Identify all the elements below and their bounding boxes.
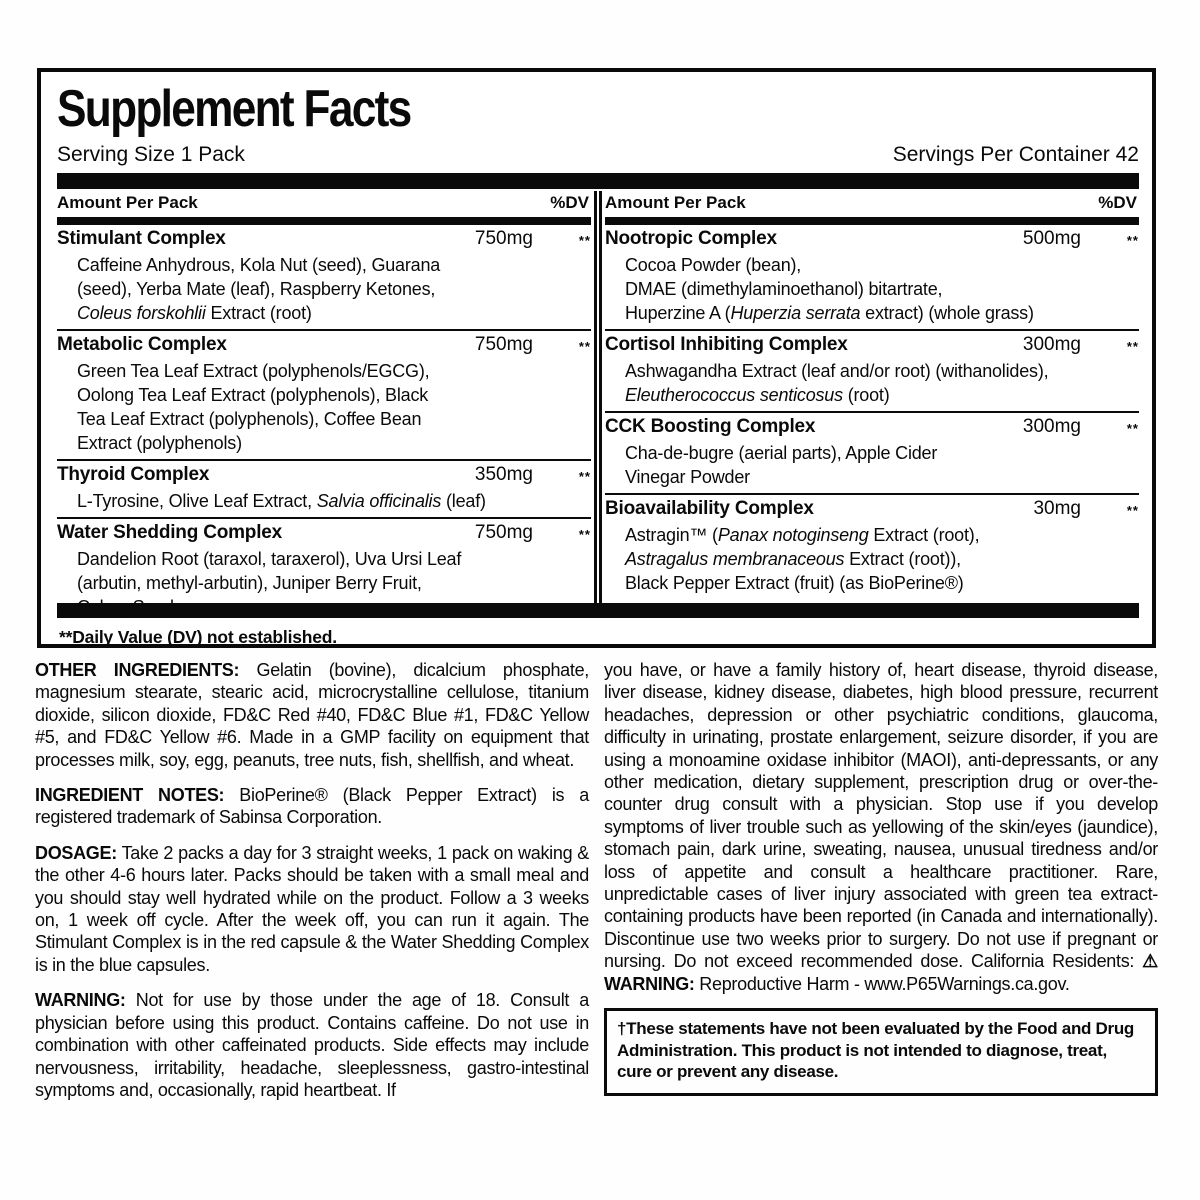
text-segment: Extract (polyphenols) [77, 433, 242, 453]
dv-header: %DV [550, 193, 589, 212]
ingredient-line [57, 571, 591, 595]
header-bar [605, 217, 1139, 225]
bold-text-segment: OTHER INGREDIENTS: [35, 660, 240, 680]
other-ingredients-paragraph [35, 659, 589, 771]
text-segment: Green Tea Leaf Extract (polyphenols/EGCG), [77, 361, 430, 381]
complex-name: Water Shedding Complex [57, 522, 283, 543]
warning-continued-wrap [604, 659, 1158, 995]
supplement-rows-left [57, 225, 591, 623]
column-divider [594, 191, 602, 603]
ingredient-line [605, 301, 1139, 325]
amount-value: 500mg [1022, 228, 1081, 249]
supplement-row [605, 493, 1139, 599]
text-segment: Cha-de-bugre (aerial parts), Apple Cider [625, 443, 938, 463]
serving-info-row [57, 143, 1139, 166]
ingredient-line [57, 253, 591, 277]
bold-text-segment: WARNING: [35, 990, 126, 1011]
ingredient-notes-paragraph [35, 784, 589, 829]
italic-text-segment: Eleutherococcus senticosus [625, 385, 843, 405]
info-section [35, 659, 1158, 1114]
column-header-right [605, 191, 1139, 217]
amount-value: 300mg [1022, 334, 1081, 355]
daily-value-footnote: **Daily Value (DV) not established. [59, 627, 337, 647]
supplement-row-header [605, 497, 1139, 523]
bold-text-segment: DOSAGE: [35, 842, 117, 863]
ingredient-line [57, 547, 591, 571]
ingredient-line [57, 595, 591, 619]
supplement-row-header [605, 227, 1139, 253]
text-segment: Cocoa Powder (bean), [625, 255, 802, 275]
dv-value: ** [578, 527, 591, 542]
facts-columns [57, 191, 1139, 617]
complex-name: Bioavailability Complex [605, 498, 814, 519]
supplement-row-header [605, 415, 1139, 441]
supplement-row-header [57, 463, 591, 489]
supplement-row [57, 459, 591, 517]
text-segment: extract) (whole grass) [860, 303, 1034, 323]
text-segment: Astragin™ ( [625, 525, 718, 545]
dv-value: ** [1126, 339, 1139, 354]
text-segment: (leaf) [441, 491, 486, 511]
supplement-row [605, 329, 1139, 411]
amount-per-pack-header: Amount Per Pack [57, 193, 198, 212]
supplement-rows-right [605, 225, 1139, 599]
text-segment: (arbutin, methyl-arbutin), Juniper Berry Fruit, [77, 573, 422, 593]
dv-value: ** [1126, 233, 1139, 248]
supplement-row-header [605, 333, 1139, 359]
complex-name: Cortisol Inhibiting Complex [605, 334, 848, 355]
supplement-facts-title-text: Supplement Facts [57, 80, 411, 138]
text-segment: Dandelion Root (taraxol, taraxerol), Uva Ursi Leaf [77, 549, 462, 569]
text-segment: (root) [842, 385, 890, 405]
column-header-left [57, 191, 591, 217]
fda-disclaimer-text: †These statements have not been evaluated by the Food and Drug Administration. This product is not intended to diagnose, treat, cure or prevent any disease. [617, 1019, 1135, 1082]
supplement-row-header [57, 521, 591, 547]
text-segment: Take 2 packs a day for 3 straight weeks, 1 pack on waking & the other 4-6 hours later. Packs should be taken with a small meal and you should stay well hydrated while on the product. Follow a 3 weeks on, 1 week off cycle. After the week off, you can run it again. The Stimulant Complex is in the red capsule & the Water Shedding Complex is in the blue capsules. [35, 842, 589, 975]
text-segment: Huperzine A ( [625, 303, 731, 323]
ingredient-line [605, 359, 1139, 383]
supplement-facts-title [57, 82, 1139, 136]
text-segment: Oolong Tea Leaf Extract (polyphenols), Black [77, 385, 429, 405]
text-segment: L-Tyrosine, Olive Leaf Extract, [77, 491, 317, 511]
ingredient-line [57, 489, 591, 513]
italic-text-segment: Salvia officinalis [316, 491, 442, 511]
fda-disclaimer-box [604, 1008, 1158, 1096]
supplement-row [57, 225, 591, 329]
complex-name: Thyroid Complex [57, 464, 210, 485]
ingredient-line [57, 383, 591, 407]
warning-continued-paragraph [604, 659, 1158, 995]
header-bar [57, 217, 591, 225]
ingredient-line [605, 441, 1139, 465]
text-segment: Celery Seed [77, 597, 174, 617]
supplement-row-header [57, 333, 591, 359]
info-column-left [35, 659, 589, 1114]
ingredient-line [57, 431, 591, 455]
text-segment: Extract (root)), [844, 549, 961, 569]
text-segment: Ashwagandha Extract (leaf and/or root) (withanolides), [625, 361, 1049, 381]
ingredient-line [605, 465, 1139, 489]
info-column-right [604, 659, 1158, 1114]
warning-paragraph [35, 989, 589, 1101]
text-segment: Tea Leaf Extract (polyphenols), Coffee Bean [77, 409, 422, 429]
complex-name: CCK Boosting Complex [605, 416, 816, 437]
ingredient-line [57, 407, 591, 431]
ingredient-line [605, 383, 1139, 407]
facts-column-right [605, 191, 1139, 603]
dosage-paragraph [35, 842, 589, 976]
italic-text-segment: Coleus forskohlii [77, 303, 206, 323]
ingredient-line [605, 277, 1139, 301]
text-segment: Caffeine Anhydrous, Kola Nut (seed), Guarana [77, 255, 441, 275]
italic-text-segment: Astragalus membranaceous [625, 549, 845, 569]
text-segment: Black Pepper Extract (fruit) (as BioPerine®) [625, 573, 964, 593]
supplement-facts-panel [37, 68, 1156, 648]
dv-header: %DV [1098, 193, 1137, 212]
complex-name: Metabolic Complex [57, 334, 227, 355]
dv-value: ** [1126, 503, 1139, 518]
ingredient-line [605, 547, 1139, 571]
bold-text-segment: ⚠ WARNING: [604, 951, 1158, 994]
amount-per-pack-header: Amount Per Pack [605, 193, 746, 212]
dv-value: ** [578, 469, 591, 484]
ingredient-line [605, 253, 1139, 277]
servings-per-container-label: Servings Per Container 42 [892, 143, 1139, 166]
dv-value: ** [578, 339, 591, 354]
ingredient-line [57, 301, 591, 325]
italic-text-segment: Panax notoginseng [717, 525, 869, 545]
complex-name: Stimulant Complex [57, 228, 226, 249]
text-segment: Reproductive Harm - www.P65Warnings.ca.gov. [694, 973, 1070, 994]
supplement-row-header [57, 227, 591, 253]
serving-size-label: Serving Size 1 Pack [57, 143, 245, 166]
text-segment: you have, or have a family history of, heart disease, thyroid disease, liver disease, kidney disease, diabetes, high blood pressure, recurrent headaches, depression or other psychiatric conditions, glaucoma, difficulty in urinating, prostate enlargement, seizure disorder, if you are using a monoamine oxidase inhibitor (MAOI), anti-depressants, or any other medication, dietary supplement, prescription drug or over-the-counter drug consult with a physician. Stop use if you develop symptoms of liver trouble such as yellowing of the skin/eyes (jaundice), stomach pain, dark urine, sweating, nausea, unusual tiredness and/or loss of appetite and consult a healthcare practitioner. Rare, unpredictable cases of liver injury associated with green tea extract-containing products have been reported (in Canada and internationally). Discontinue use two weeks prior to surgery. Do not use if pregnant or nursing. Do not exceed recommended dose. California Residents: [604, 660, 1158, 972]
text-segment: Vinegar Powder [625, 467, 750, 487]
amount-value: 350mg [474, 464, 533, 485]
facts-column-left [57, 191, 591, 617]
text-segment: (seed), Yerba Mate (leaf), Raspberry Ketones, [77, 279, 436, 299]
supplement-row [57, 329, 591, 459]
text-segment: Extract (root) [205, 303, 312, 323]
text-segment: Gelatin (bovine), dicalcium phosphate, magnesium stearate, stearic acid, microcrystalline cellulose, titanium dioxide, silicon dioxide, FD&C Red #40, FD&C Blue #1, FD&C Yellow #5, and FD&C Yellow #6. Made in a GMP facility on equipment that processes milk, soy, egg, peanuts, tree nuts, fish, shellfish, and wheat. [35, 660, 590, 770]
text-segment: DMAE (dimethylaminoethanol) bitartrate, [625, 279, 943, 299]
bold-text-segment: INGREDIENT NOTES: [35, 785, 225, 806]
ingredient-line [57, 277, 591, 301]
amount-value: 750mg [474, 334, 533, 355]
ingredient-line [605, 571, 1139, 595]
dv-value: ** [1126, 421, 1139, 436]
supplement-row [57, 517, 591, 623]
amount-value: 30mg [1033, 498, 1081, 519]
top-thick-bar [57, 173, 1139, 189]
italic-text-segment: Huperzia serrata [730, 303, 861, 323]
supplement-row [605, 225, 1139, 329]
amount-value: 750mg [474, 228, 533, 249]
amount-value: 300mg [1022, 416, 1081, 437]
supplement-row [605, 411, 1139, 493]
amount-value: 750mg [474, 522, 533, 543]
text-segment: Not for use by those under the age of 18. Consult a physician before using this product. Contains caffeine. Do not use in combination with other caffeinated products. Side effects may include nervousness, irritability, headache, sleeplessness, gastro-intestinal symptoms and, occasionally, rapid heartbeat. If [35, 990, 589, 1100]
ingredient-line [57, 359, 591, 383]
text-segment: BioPerine® (Black Pepper Extract) is a registered trademark of Sabinsa Corporation. [35, 785, 589, 828]
ingredient-line [605, 523, 1139, 547]
dv-value: ** [578, 233, 591, 248]
text-segment: Extract (root), [868, 525, 980, 545]
complex-name: Nootropic Complex [605, 228, 777, 249]
